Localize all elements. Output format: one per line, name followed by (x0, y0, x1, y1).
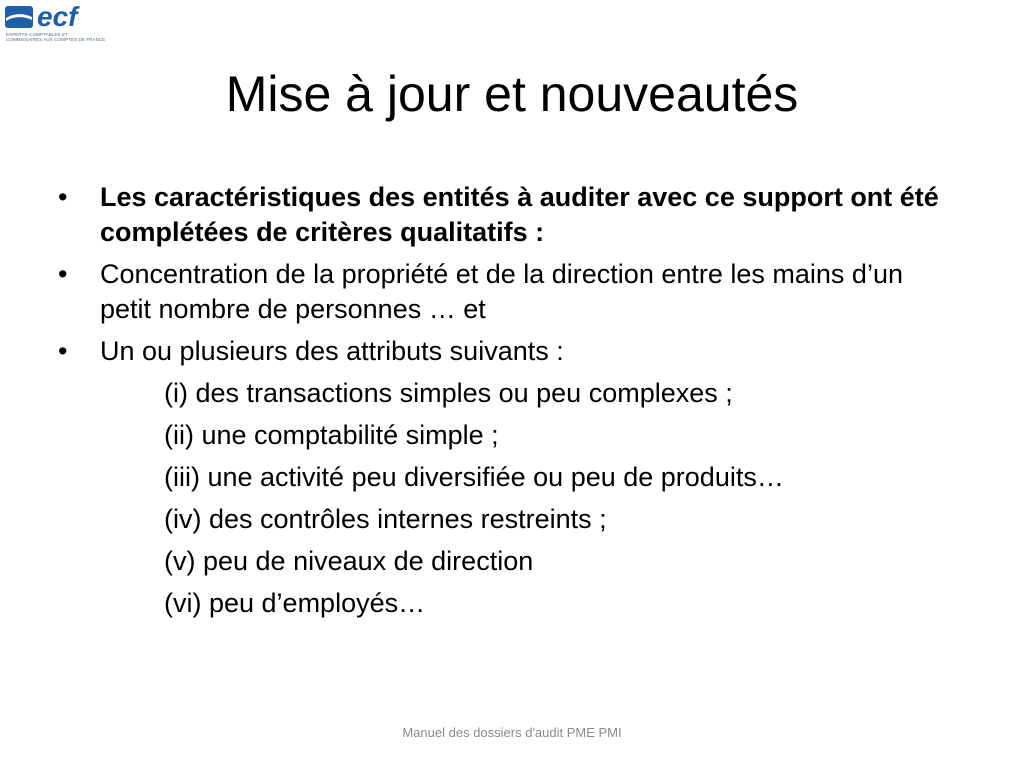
bullet-item (58, 180, 958, 250)
logo-brand-text: ecf (37, 2, 78, 32)
bullet-text: Concentration de la propriété et de la direction entre les mains d’un petit nombre de personnes … et (100, 259, 903, 324)
bullet-item (58, 257, 958, 327)
bullet-icon: • (58, 182, 68, 212)
attribute-item: (iv) des contrôles internes restreints ; (164, 504, 607, 534)
bullet-icon: • (58, 336, 68, 366)
slide-footer: Manuel des dossiers d'audit PME PMI (402, 725, 622, 740)
bullet-text: Un ou plusieurs des attributs suivants : (100, 336, 564, 366)
attribute-item: (ii) une comptabilité simple ; (164, 420, 499, 450)
attribute-item: (v) peu de niveaux de direction (164, 546, 534, 576)
attribute-item: (vi) peu d’employés… (164, 588, 426, 618)
logo-tagline: EXPERTS-COMPTABLES ET COMMISSAIRES AUX COMPTES DE FRANCE (6, 32, 106, 42)
slide-title: Mise à jour et nouveautés (225, 66, 799, 122)
bullet-icon: • (58, 259, 68, 289)
attributes-list (58, 376, 958, 621)
bullet-text: Les caractéristiques des entités à auditer avec ce support ont été complétées de critères qualitatifs : (100, 182, 939, 247)
ecf-logo (2, 2, 106, 44)
slide-content (58, 180, 958, 628)
attribute-item: (i) des transactions simples ou peu complexes ; (164, 378, 733, 408)
ecf-logo-mark (2, 2, 106, 32)
attribute-item: (iii) une activité peu diversifiée ou peu de produits… (164, 462, 784, 492)
bullet-item (58, 334, 958, 369)
